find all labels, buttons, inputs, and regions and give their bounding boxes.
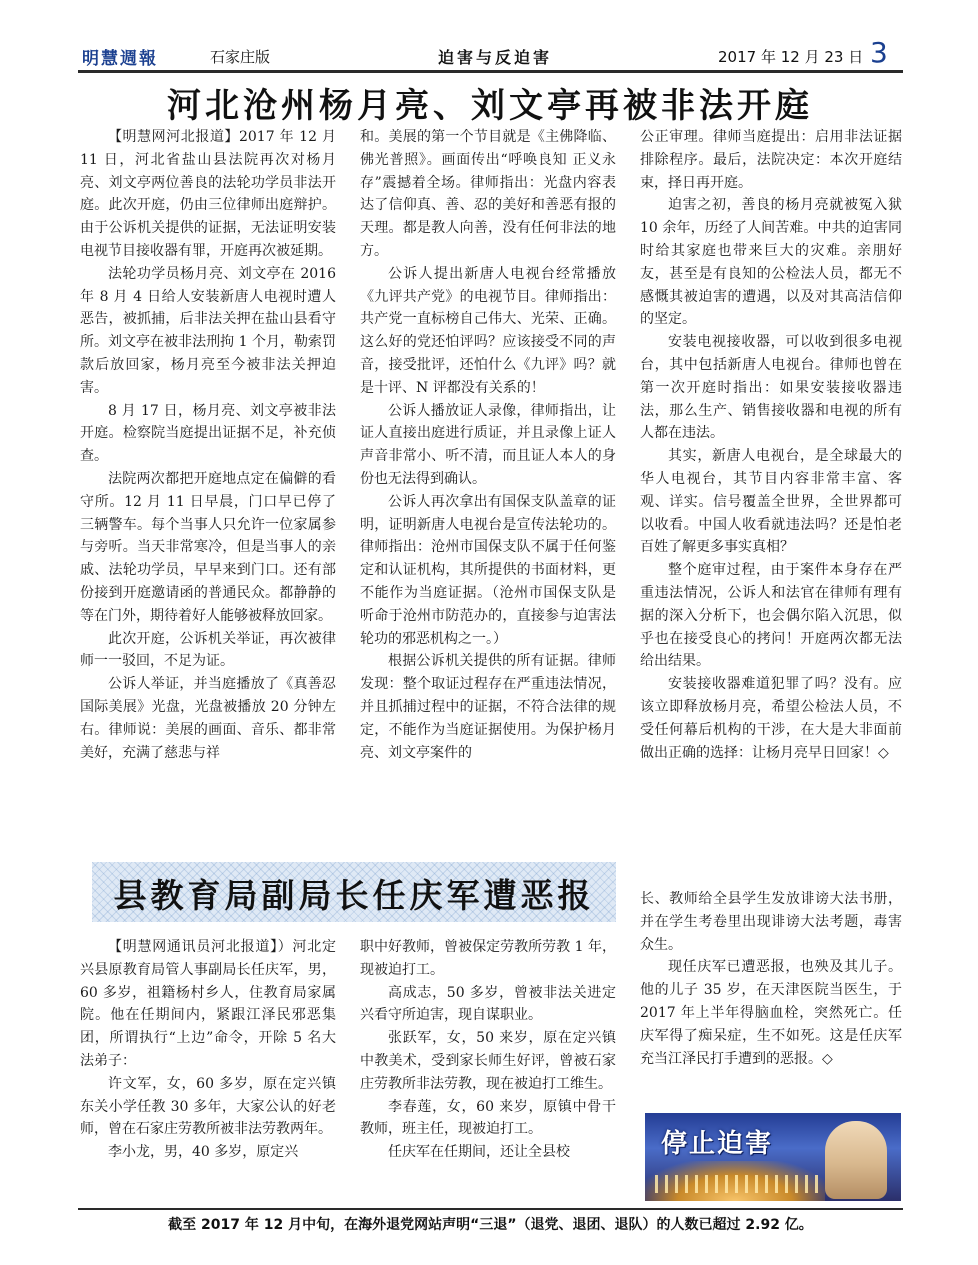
paragraph: 公正审理。律师当庭提出：启用非法证据排除程序。最后，法院决定：本次开庭结束，择日再开庭。	[640, 129, 902, 191]
paragraph: 高成志，50 多岁，曾被非法关进定兴看守所迫害，现自谋职业。	[360, 984, 616, 1024]
paragraph: 法轮功学员杨月亮、刘文亭在 2016 年 8 月 4 日给人安装新唐人电视时遭人恶告，被抓捕，后非法关押在盐山县看守所。刘文亭在被非法刑拘 1 个月，勒索罚款后放回家，杨月亮至今被非法关押迫害。	[80, 265, 336, 396]
paragraph: 安装接收器难道犯罪了吗？没有。应该立即释放杨月亮，希望公检法人员，不受任何幕后机构的干涉，在大是大非面前做出正确的选择：让杨月亮早日回家！◇	[640, 676, 902, 761]
article2-column-3	[640, 888, 902, 1110]
article2-title-banner	[92, 862, 616, 922]
edition-label: 石家庄版	[210, 48, 271, 66]
ad-slogan: 停止迫害	[661, 1129, 774, 1159]
paragraph: 迫害之初，善良的杨月亮就被冤入狱 10 余年，历经了人间苦难。中共的迫害同时给其家庭也带来巨大的灾难。亲朋好友，甚至是有良知的公检法人员，都无不感慨其被迫害的遭遇，以及对其高洁信仰的坚定。	[640, 197, 902, 328]
candles-image	[655, 1175, 820, 1193]
paragraph: 8 月 17 日，杨月亮、刘文亭被非法开庭。检察院当庭提出证据不足，补充侦查。	[80, 402, 336, 465]
paragraph: 现任庆军已遭恶报，也殃及其儿子。他的儿子 35 岁，在天津医院当医生，于 2017 年上半年得脑血栓，突然死亡。任庆军得了痴呆症，生不如死。这是任庆军充当江泽民打手遭到的恶报。◇	[640, 959, 902, 1067]
paragraph: 其实，新唐人电视台，是全球最大的华人电视台，其节目内容非常丰富、客观、详实。信号覆盖全世界，全世界都可以收看。中国人收看就违法吗？还是怕老百姓了解更多事实真相？	[640, 448, 902, 556]
stop-persecution-ad	[645, 1113, 901, 1201]
paragraph: 张跃军，女，50 来岁，原在定兴镇中教美术，受到家长师生好评，曾被石家庄劳教所非法劳教，现在被迫打工维生。	[360, 1030, 616, 1092]
paragraph: 此次开庭，公诉机关举证，再次被律师一一驳回，不足为证。	[80, 630, 336, 670]
page-header	[78, 36, 908, 72]
issue-date: 2017 年 12 月 23 日	[718, 48, 864, 66]
newspaper-brand: 明慧週報	[82, 49, 158, 69]
article2-title: 县教育局副局长任庆军遭恶报	[113, 876, 595, 915]
paragraph: 职中好教师，曾被保定劳教所劳教 1 年，现被迫打工。	[360, 939, 616, 978]
header-rule	[78, 70, 903, 73]
section-title: 迫害与反迫害	[438, 48, 553, 67]
article1-column-3	[640, 126, 902, 846]
page-number: 3	[870, 36, 888, 69]
paragraph: 安装电视接收器，可以收到很多电视台，其中包括新唐人电视台。律师也曾在第一次开庭时指出：如果安装接收器违法，那么生产、销售接收器和电视的所有人都在违法。	[640, 334, 902, 442]
footer-notice: 截至 2017 年 12 月中旬，在海外退党网站声明“三退”（退党、退团、退队）的人数已超过 2.92 亿。	[168, 1217, 813, 1233]
paragraph: 李小龙，男，40 多岁，原定兴	[108, 1144, 299, 1161]
article1-title: 河北沧州杨月亮、刘文亭再被非法开庭	[167, 86, 813, 126]
paragraph: 任庆军在任期间，还让全县校	[388, 1144, 570, 1161]
article2-column-2	[360, 936, 616, 1204]
paragraph: 整个庭审过程，由于案件本身存在严重违法情况，公诉人和法官在律师有理有据的深入分析下，也会偶尔陷入沉思，似乎也在接受良心的拷问！开庭两次都无法给出结果。	[640, 562, 902, 670]
paragraph: 长、教师给全县学生发放诽谤大法书册，并在学生考卷里出现诽谤大法考题，毒害众生。	[640, 891, 902, 953]
paragraph: 【明慧网河北报道】2017 年 12 月 11 日，河北省盐山县法院再次对杨月亮、刘文亭两位善良的法轮功学员非法开庭。此次开庭，仍由三位律师出庭辩护。由于公诉机关提供的证据，无法证明安装电视节目接收器有罪，开庭再次被延期。	[80, 129, 336, 259]
paragraph: 公诉人再次拿出有国保支队盖章的证明，证明新唐人电视台是宣传法轮功的。律师指出：沧州市国保支队不属于任何鉴定和认证机构，其所提供的书面材料，更不能作为当庭证据。（沧州市国保支队是听命于沧州市防范办的，直接参与迫害法轮功的邪恶机构之一。）	[360, 493, 616, 647]
paragraph: 公诉人举证，并当庭播放了《真善忍国际美展》光盘，光盘被播放 20 分钟左右。律师说：美展的画面、音乐、都非常美好，充满了慈悲与祥	[80, 676, 336, 761]
article1-column-1	[80, 126, 336, 846]
paragraph: 公诉人提出新唐人电视台经常播放《九评共产党》的电视节目。律师指出：共产党一直标榜自己伟大、光荣、正确。这么好的党还怕评吗？应该接受不同的声音，接受批评，还怕什么《九评》吗？就是十评、N 评都没有关系的！	[360, 265, 616, 396]
paragraph: 法院两次都把开庭地点定在偏僻的看守所。12 月 11 日早晨，门口早已停了三辆警车。每个当事人只允许一位家属参与旁听。当天非常寒冷，但是当事人的亲戚、法轮功学员，早早来到门口。还有部份接到开庭邀请函的普通民众。都静静的等在门外，期待着好人能够被释放回家。	[80, 470, 336, 624]
paragraph: 和。美展的第一个节目就是《主佛降临、佛光普照》。画面传出“呼唤良知 正义永存”震撼着全场。律师指出：光盘内容表达了信仰真、善、忍的美好和善恶有报的天理。都是教人向善，没有任何非法的地方。	[360, 129, 616, 259]
footer-rule	[78, 1208, 903, 1210]
paragraph: 许文军，女，60 多岁，原在定兴镇东关小学任教 30 多年，大家公认的好老师，曾在石家庄劳教所被非法劳教两年。	[80, 1075, 336, 1138]
paragraph: 【明慧网通讯员河北报道】）河北定兴县原教育局管人事副局长任庆军，男，60 多岁，祖籍杨村乡人，住教育局家属院。他在任期间内，紧跟江泽民邪恶集团，所谓执行“上边”命令，开除 5 名大法弟子：	[80, 939, 336, 1069]
article2-column-1	[80, 936, 336, 1204]
paragraph: 公诉人播放证人录像，律师指出，让证人直接出庭进行质证，并且录像上证人声音非常小、听不清，而且证人本人的身份也无法得到确认。	[360, 402, 616, 487]
paragraph: 根据公诉机关提供的所有证据。律师发现：整个取证过程存在严重违法情况，并且抓捕过程中的证据，不符合法律的规定，不能作为当庭证据使用。为保护杨月亮、刘文亭案件的	[360, 653, 616, 761]
person-image	[825, 1121, 887, 1199]
paragraph: 李春莲，女，60 来岁，原镇中骨干教师，班主任，现被迫打工。	[360, 1098, 616, 1138]
article1-column-2	[360, 126, 616, 846]
